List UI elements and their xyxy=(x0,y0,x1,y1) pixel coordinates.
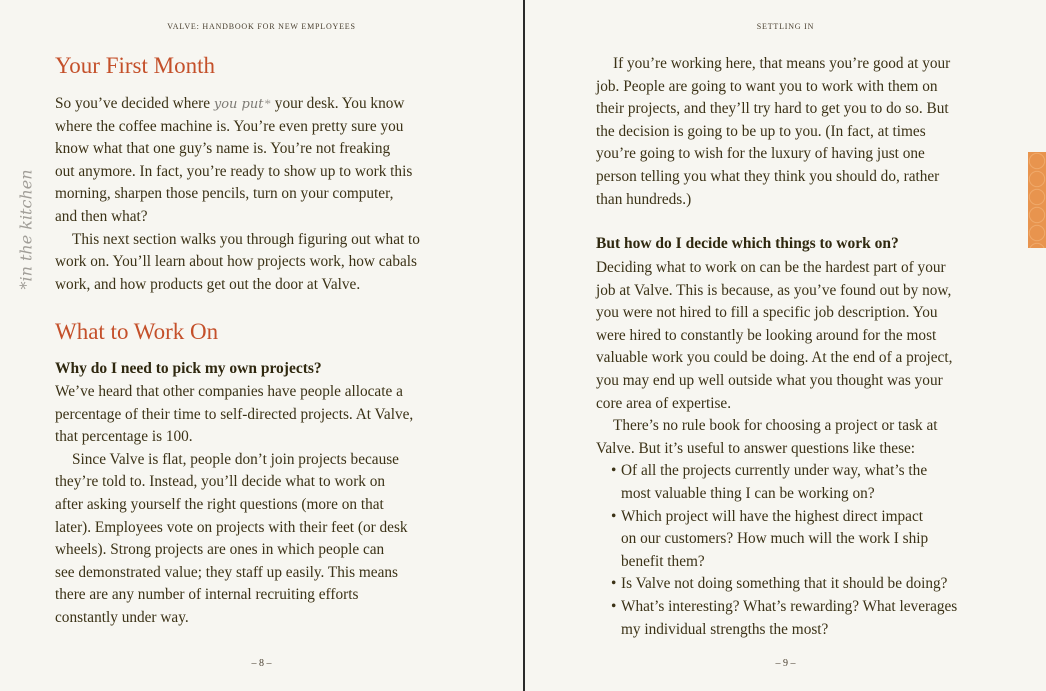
text-line: out anymore. In fact, you’re ready to show up to work this xyxy=(55,162,413,180)
bullet-list xyxy=(596,460,957,641)
text-line xyxy=(596,483,957,506)
intro-text xyxy=(55,93,420,296)
bullet-text: Of all the projects currently under way, what’s the xyxy=(621,462,928,480)
text-line: wheels). Strong projects are ones in which people can xyxy=(55,541,385,559)
text-line xyxy=(596,619,957,642)
bullet-item xyxy=(596,573,957,596)
text-line: There’s no rule book for choosing a project or task at xyxy=(613,417,938,435)
handwritten-insertion: you put xyxy=(213,97,264,112)
bullet-item xyxy=(596,506,957,574)
subheading: Why do I need to pick my own projects? xyxy=(55,360,322,377)
text-line: see demonstrated value; they staff up easily. This means xyxy=(55,563,398,581)
text-line: constantly under way. xyxy=(55,608,189,626)
bullet-text: my individual strengths the most? xyxy=(621,620,829,638)
page-number: – 9 – xyxy=(775,658,796,669)
text-line: than hundreds.) xyxy=(596,190,692,208)
intro-paragraphs xyxy=(55,116,420,297)
text-line: work on. You’ll learn about how projects work, how cabals xyxy=(55,253,417,271)
text-segment: So you’ve decided where xyxy=(55,95,214,112)
body-text xyxy=(596,257,957,641)
bullet-icon: • xyxy=(611,597,617,615)
text-segment: your desk. You know xyxy=(270,95,405,112)
intro-first-line xyxy=(55,93,420,116)
page-title: Your First Month xyxy=(55,53,215,78)
bullet-text: What’s interesting? What’s rewarding? What leverages xyxy=(621,597,958,615)
bullet-text: benefit them? xyxy=(621,552,705,570)
text-line: job at Valve. This is because, as you’ve found out by now, xyxy=(596,281,952,299)
text-line xyxy=(596,528,957,551)
text-line: you were not hired to fill a specific job description. You xyxy=(596,304,938,322)
text-line: there are any number of internal recruiting efforts xyxy=(55,586,359,604)
running-head: VALVE: HANDBOOK FOR NEW EMPLOYEES xyxy=(167,22,356,31)
text-line: you’re going to wish for the luxury of having just one xyxy=(596,145,925,163)
bullet-icon: • xyxy=(611,575,617,593)
text-line xyxy=(596,596,957,619)
text-line: job. People are going to want you to work with them on xyxy=(596,77,938,95)
section-tab[interactable] xyxy=(1028,152,1046,248)
text-line: If you’re working here, that means you’re good at your xyxy=(613,55,951,72)
text-line: This next section walks you through figuring out what to xyxy=(72,230,420,248)
text-line: morning, sharpen those pencils, turn on your computer, xyxy=(55,185,394,203)
text-line: Valve. But it’s useful to answer questions like these: xyxy=(596,439,916,457)
text-line: later). Employees vote on projects with their feet (or desk xyxy=(55,518,408,536)
text-line: their projects, and they’ll try hard to get you to do so. But xyxy=(596,100,949,118)
text-line: core area of expertise. xyxy=(596,394,732,412)
text-line: person telling you what they think you should do, rather xyxy=(596,167,940,185)
bullet-icon: • xyxy=(611,507,617,525)
text-line: valuable work you could be doing. At the end of a project, xyxy=(596,349,953,367)
section-body xyxy=(55,381,413,630)
section-title: What to Work On xyxy=(55,319,219,344)
text-line: Deciding what to work on can be the hardest part of your xyxy=(596,259,946,276)
text-line: you may end up well outside what you thought was your xyxy=(596,371,943,389)
text-line: that percentage is 100. xyxy=(55,428,193,446)
text-line: the decision is going to be up to you. (In fact, at times xyxy=(596,122,926,140)
text-line xyxy=(596,573,957,596)
text-line: and then what? xyxy=(55,207,148,225)
bullet-text: Which project will have the highest direct impact xyxy=(621,507,924,525)
top-paragraph xyxy=(596,53,950,211)
text-line: percentage of their time to self-directed projects. At Valve, xyxy=(55,405,414,423)
text-line: were hired to constantly be looking around for the most xyxy=(596,326,937,344)
text-line: We’ve heard that other companies have people allocate a xyxy=(55,383,403,400)
bullet-icon: • xyxy=(611,462,617,480)
subheading: But how do I decide which things to work on? xyxy=(596,235,899,252)
text-line: know what that one guy’s name is. You’re not freaking xyxy=(55,140,391,158)
text-line: after asking yourself the right questions (more on that xyxy=(55,495,384,513)
bullet-item xyxy=(596,596,957,641)
text-line xyxy=(596,551,957,574)
right-page xyxy=(525,0,1046,691)
text-line: Since Valve is flat, people don’t join projects because xyxy=(72,450,399,468)
bullet-text: Is Valve not doing something that it should be doing? xyxy=(621,575,948,593)
handwritten-margin-note: *in the kitchen xyxy=(16,169,36,290)
text-line xyxy=(596,460,957,483)
bullet-item xyxy=(596,460,957,505)
text-line: work, and how products get out the door at Valve. xyxy=(55,275,361,293)
insertion-mark: * xyxy=(264,96,271,111)
bullet-text: on our customers? How much will the work I ship xyxy=(621,530,929,548)
body-paragraphs xyxy=(596,257,957,460)
text-line: where the coffee machine is. You’re even pretty sure you xyxy=(55,117,404,135)
text-line xyxy=(596,506,957,529)
running-head: SETTLING IN xyxy=(756,22,815,31)
text-line: they’re told to. Instead, you’ll decide what to work on xyxy=(55,473,386,491)
page-number: – 8 – xyxy=(251,658,272,669)
bullet-text: most valuable thing I can be working on? xyxy=(621,484,875,502)
